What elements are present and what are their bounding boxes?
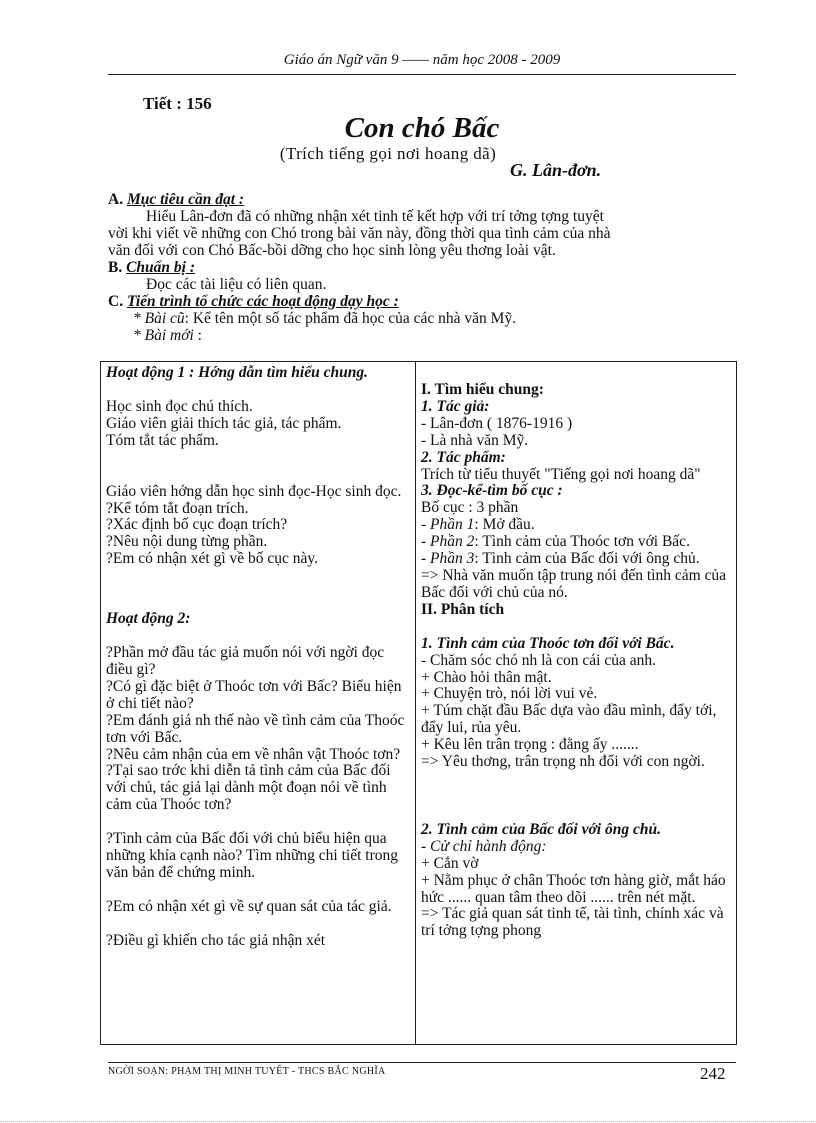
content-line: - Lân-đơn ( 1876-1916 ) — [421, 414, 573, 432]
conclusion-line: => Tác giả quan sát tinh tế, tài tình, chính xác và trí tởng tợng phong — [421, 905, 724, 940]
activity-line: Học sinh đọc chú thích. — [106, 397, 253, 415]
section-b-line: Đọc các tài liệu có liên quan. — [146, 276, 327, 293]
content-line: + Kêu lên trân trọng : đằng ấy ....... — [421, 736, 639, 754]
subsection-heading: 2. Tình cảm của Bấc đối với ông chủ. — [421, 820, 661, 838]
subsection-heading: 3. Đọc-kể-tìm bố cục : — [421, 482, 563, 500]
section-heading: I. Tìm hiểu chung: — [421, 381, 544, 398]
content-subheading: - Cử chỉ hành động: — [421, 837, 547, 855]
activity-question: ?Nêu cảm nhận của em về nhân vật Thoóc tơn? — [106, 745, 401, 763]
lesson-body — [108, 191, 736, 344]
section-a-heading: A. Mục tiêu cần đạt : — [108, 191, 245, 208]
subsection-heading: 2. Tác phẩm: — [421, 448, 506, 466]
activity-line: Giáo viên hớng dẫn học sinh đọc-Học sinh đọc. — [106, 482, 402, 500]
new-lesson-line: * Bài mới : — [133, 327, 202, 344]
content-line: + Cắn vờ — [421, 854, 479, 872]
activity-question: ?Tình cảm của Bấc đối với chủ biểu hiện qua những khía cạnh nào? Tìm những chi tiết trong văn bản để chứng minh. — [106, 830, 399, 881]
conclusion-line: => Nhà văn muốn tập trung nói đến tình cảm của Bấc đối với chủ của nó. — [421, 566, 727, 601]
conclusion-line: => Yêu thơng, trân trọng nh đối với con ngời. — [421, 753, 705, 771]
page-edge — [0, 1121, 816, 1122]
old-lesson-line: * Bài cũ: Kể tên một số tác phẩm đã học của các nhà văn Mỹ. — [133, 310, 517, 327]
activity-question: ?Nêu nội dung từng phần. — [106, 533, 268, 551]
structure-part: - Phần 3: Tình cảm của Bấc đối với ông chủ. — [421, 550, 700, 568]
page-number: 242 — [700, 1064, 726, 1083]
activity-question: ?Kể tóm tắt đoạn trích. — [106, 499, 249, 517]
lesson-title: Con chó Bấc — [344, 112, 500, 144]
activity-question: ?Tại sao trớc khi diễn tả tình cảm của Bấc đối với chủ, tác giả lại dành một đoạn nói về tình cảm của Thoóc tơn? — [106, 762, 391, 814]
page-header: Giáo án Ngữ văn 9 —— năm học 2008 - 2009 — [283, 52, 561, 68]
footer-rule — [108, 1062, 736, 1063]
section-a-line: Hiểu Lân-đơn đã có những nhận xét tinh tế kết hợp với trí tởng tợng tuyệt — [146, 208, 604, 225]
activity-question: ?Em có nhận xét gì về bố cục này. — [106, 550, 319, 568]
structure-part: - Phần 2: Tình cảm của Thoóc tơn với Bấc. — [421, 533, 690, 551]
footer-author: NGỜI SOẠN: PHẠM THỊ MINH TUYẾT - THCS BẮC NGHĨA — [108, 1066, 386, 1077]
header-rule — [108, 74, 736, 75]
lesson-number: Tiết : 156 — [143, 94, 212, 113]
activity-2-title: Hoạt động 2: — [106, 610, 191, 628]
content-line: Bố cục : 3 phần — [421, 499, 519, 517]
section-c-heading: C. Tiến trình tổ chức các hoạt động dạy học : — [108, 293, 399, 310]
content-line: + Nằm phục ở chân Thoóc tơn hàng giờ, mắt háo hức ...... quan tâm theo dõi ...... trên nét mặt. — [421, 871, 726, 906]
section-heading: II. Phân tích — [421, 600, 505, 618]
content-column — [416, 362, 737, 1045]
activity-question: ?Điều gì khiến cho tác giả nhận xét — [106, 931, 326, 949]
section-b-heading: B. Chuẩn bị : — [108, 259, 196, 276]
lesson-subtitle: (Trích tiếng gọi nơi hoang dã) — [279, 144, 497, 163]
lesson-author: G. Lân-đơn. — [510, 160, 602, 180]
section-a-line: văn đối với con Chó Bấc-bồi dỡng cho học sinh lòng yêu thơng loài vật. — [108, 242, 556, 259]
subsection-heading: 1. Tác giả: — [421, 397, 490, 415]
content-line: + Chào hỏi thân mật. — [421, 668, 552, 686]
teacher-activities-column — [101, 362, 416, 1045]
structure-part: - Phần 1: Mở đầu. — [421, 516, 535, 534]
activity-question: ?Em có nhận xét gì về sự quan sát của tác giả. — [106, 897, 392, 915]
activity-table — [100, 361, 737, 1045]
activity-question: ?Có gì đặc biệt ở Thoóc tơn với Bấc? Biểu hiện ở chi tiết nào? — [106, 677, 402, 712]
activity-question: ?Xác định bố cục đoạn trích? — [106, 516, 288, 534]
section-a-line: vời khi viết về những con Chó trong bài văn này, đồng thời qua tình cảm của nhà — [108, 225, 611, 242]
content-line: + Chuyện trò, nói lời vui vẻ. — [421, 685, 598, 703]
content-line: - Là nhà văn Mỹ. — [421, 431, 529, 449]
activity-question: ?Em đánh giá nh thế nào về tình cảm của Thoóc tơn với Bấc. — [106, 711, 405, 746]
content-line: Trích từ tiểu thuyết "Tiếng gọi nơi hoang dã" — [421, 465, 701, 483]
activity-1-title: Hoạt động 1 : Hớng dẫn tìm hiểu chung. — [106, 364, 368, 381]
content-line: + Túm chặt đầu Bấc dựa vào đầu mình, đẩy tới, đẩy lui, rủa yêu. — [421, 702, 717, 737]
content-line: - Chăm sóc chó nh là con cái của anh. — [421, 651, 656, 669]
subsection-heading: 1. Tình cảm của Thoóc tơn đối với Bấc. — [421, 634, 675, 652]
activity-question: ?Phần mở đầu tác giả muốn nói với ngời đọc điều gì? — [106, 644, 385, 678]
activity-line: Tóm tắt tác phẩm. — [106, 431, 219, 449]
activity-line: Giáo viên giải thích tác giả, tác phẩm. — [106, 414, 342, 432]
